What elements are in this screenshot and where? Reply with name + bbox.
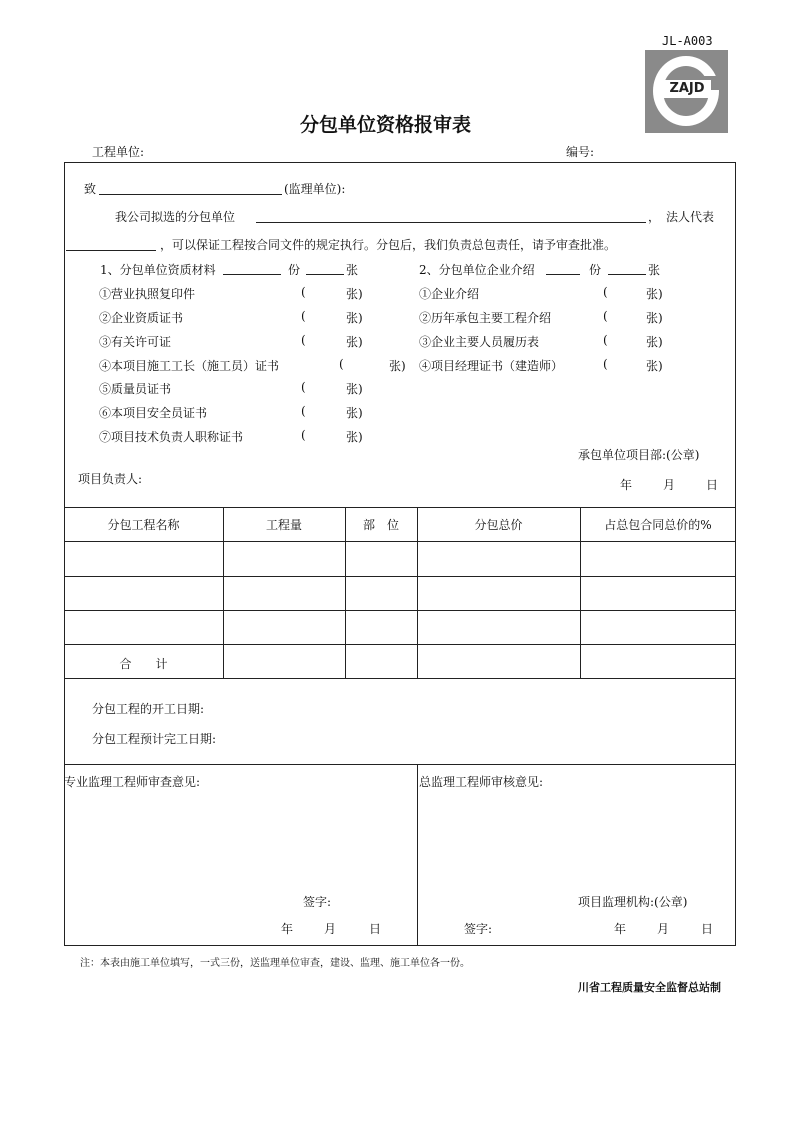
date-month: 月: [657, 922, 670, 936]
right-sheets-field[interactable]: [608, 274, 646, 275]
paren-close: 张): [346, 406, 363, 420]
date-year: 年: [614, 922, 627, 936]
left-item: ③有关许可证: [99, 335, 172, 349]
to-label: 致: [84, 182, 97, 196]
paren-close: 张): [346, 430, 363, 444]
paren-open: (: [603, 357, 608, 371]
left-copies-unit: 份: [288, 263, 301, 277]
date-year: 年: [281, 922, 294, 936]
date-month: 月: [324, 922, 337, 936]
col-header-quantity: 工程量: [265, 518, 302, 532]
number-label: 编号:: [566, 145, 595, 159]
date-day: 日: [701, 922, 714, 936]
left-sheets-field[interactable]: [306, 274, 344, 275]
paren-close: 张): [346, 335, 363, 349]
paren-open: (: [339, 357, 344, 371]
paren-open: (: [301, 428, 306, 442]
paren-open: (: [301, 380, 306, 394]
left-item: ⑥本项目安全员证书: [99, 406, 208, 420]
paren-close: 张): [346, 287, 363, 301]
date-year: 年: [620, 478, 633, 492]
col-header-name: 分包工程名称: [107, 518, 180, 532]
chief-review-label: 总监理工程师审核意见:: [419, 775, 544, 789]
date-month: 月: [663, 478, 676, 492]
intro-line2: ，可以保证工程按合同文件的规定执行。分包后，我们负责总包责任，请予审查批准。: [160, 238, 617, 252]
date-day: 日: [706, 478, 719, 492]
col-header-price: 分包总价: [474, 518, 523, 532]
paren-close: 张): [346, 382, 363, 396]
subcontractor-field[interactable]: [256, 222, 646, 223]
col-header-percent: 占总包合同总价的%: [604, 518, 712, 532]
project-unit-label: 工程单位:: [92, 145, 145, 159]
contractor-dept-label: 承包单位项目部:(公章): [578, 448, 700, 462]
paren-close: 张): [346, 311, 363, 325]
left-item: ①营业执照复印件: [99, 287, 196, 301]
start-date-label: 分包工程的开工日期:: [92, 702, 205, 716]
paren-open: (: [301, 333, 306, 347]
paren-open: (: [603, 333, 608, 347]
right-item: ①企业介绍: [419, 287, 480, 301]
footer-note: 注：本表由施工单位填写，一式三份，送监理单位审查，建设、监理、施工单位各一份。: [80, 958, 470, 969]
left-attach-header: 1、分包单位资质材料: [100, 263, 216, 277]
paren-open: (: [301, 404, 306, 418]
right-item: ④项目经理证书（建造师）: [419, 359, 564, 373]
total-label: 合 计: [119, 657, 168, 671]
page-title: 分包单位资格报审表: [300, 114, 472, 136]
left-copies-field[interactable]: [223, 274, 281, 275]
zajd-logo: [645, 50, 728, 133]
intro-line1-prefix: 我公司拟选的分包单位: [115, 210, 236, 224]
legal-rep-field[interactable]: [66, 250, 156, 251]
logo-text: ZAJD: [663, 80, 711, 98]
right-attach-header: 2、分包单位企业介绍: [419, 263, 535, 277]
left-item: ⑤质量员证书: [99, 382, 172, 396]
left-item: ④本项目施工工长（施工员）证书: [99, 359, 280, 373]
left-sheets-unit: 张: [346, 263, 359, 277]
form-frame: [64, 162, 736, 946]
right-item: ③企业主要人员履历表: [419, 335, 540, 349]
project-manager-label: 项目负责人:: [78, 472, 143, 486]
specialist-review-label: 专业监理工程师审查意见:: [64, 775, 201, 789]
paren-open: (: [301, 309, 306, 323]
right-copies-unit: 份: [589, 263, 602, 277]
paren-open: (: [603, 309, 608, 323]
chief-sign-label: 签字:: [464, 922, 493, 936]
date-day: 日: [369, 922, 382, 936]
footer-maker: 川省工程质量安全监督总站制: [578, 981, 721, 994]
specialist-sign-label: 签字:: [303, 895, 332, 909]
right-item: ②历年承包主要工程介绍: [419, 311, 552, 325]
paren-close: 张): [389, 359, 406, 373]
supervision-org-label: 项目监理机构:(公章): [578, 895, 688, 909]
form-code: JL-A003: [662, 34, 713, 48]
supervision-unit-field[interactable]: [99, 194, 282, 195]
paren-close: 张): [646, 359, 663, 373]
right-sheets-unit: 张: [648, 263, 661, 277]
right-copies-field[interactable]: [546, 274, 580, 275]
left-item: ⑦项目技术负责人职称证书: [99, 430, 244, 444]
end-date-label: 分包工程预计完工日期:: [92, 732, 217, 746]
paren-open: (: [603, 285, 608, 299]
paren-close: 张): [646, 335, 663, 349]
paren-close: 张): [646, 287, 663, 301]
left-item: ②企业资质证书: [99, 311, 184, 325]
intro-line1-suffix: ， 法人代表: [648, 210, 715, 224]
col-header-location: 部 位: [362, 518, 399, 532]
paren-close: 张): [646, 311, 663, 325]
supervision-label: (监理单位):: [284, 182, 346, 196]
paren-open: (: [301, 285, 306, 299]
